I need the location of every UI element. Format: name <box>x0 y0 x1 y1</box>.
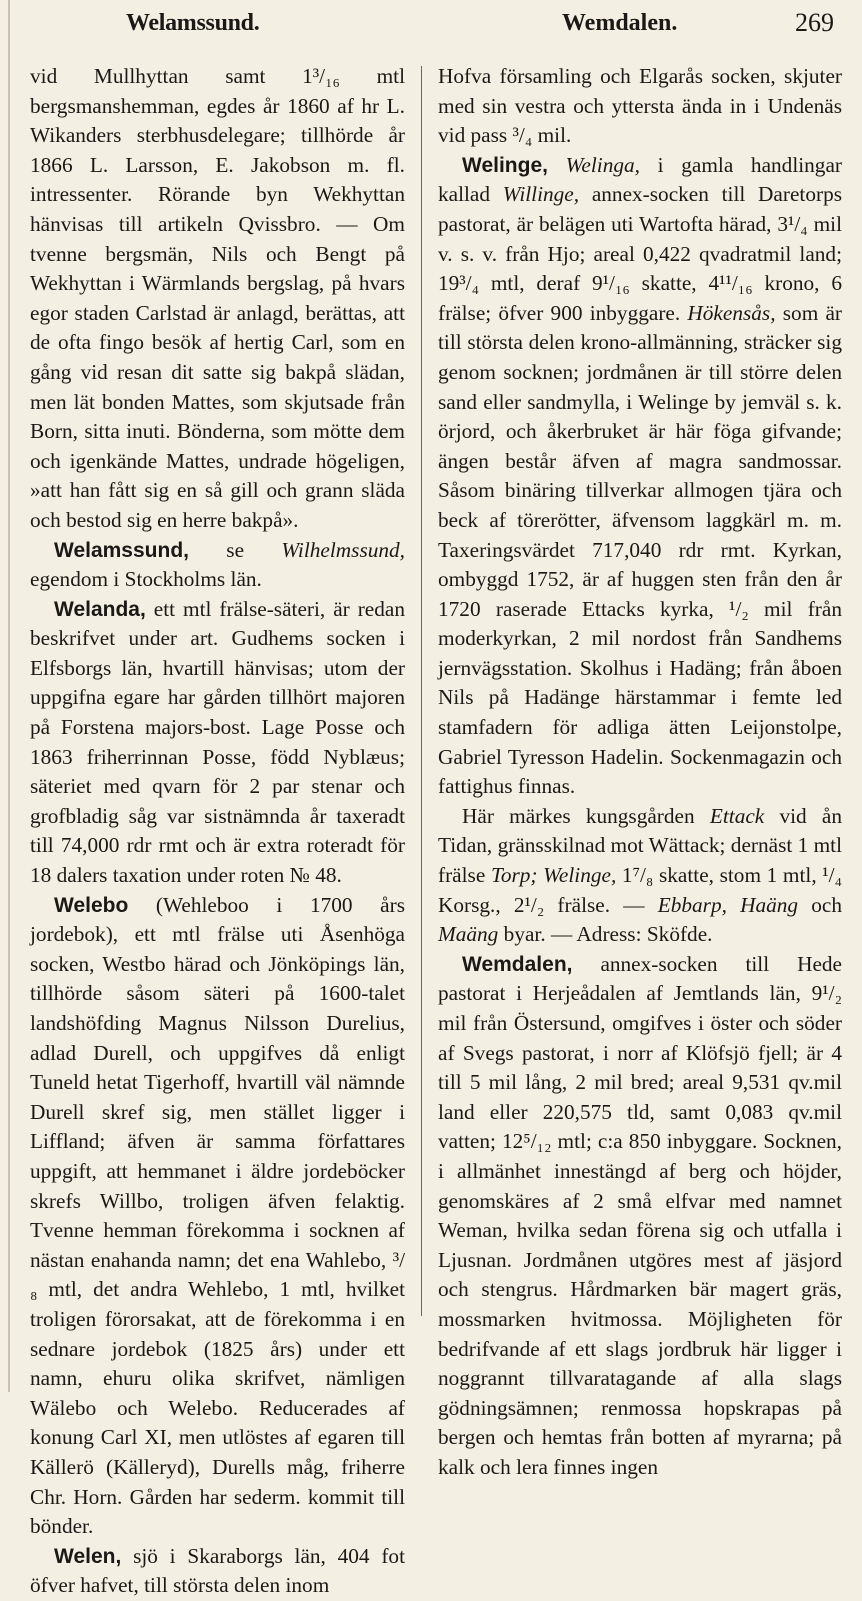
headword: Welinge, <box>462 153 548 177</box>
headword: Wemdalen, <box>462 952 573 976</box>
entry-welen: Welen, sjö i Skaraborgs län, 404 fot öfver hafvet, till största delen inom <box>30 1543 405 1598</box>
continued-paragraph: vid Mullhyttan samt 1³/₁₆ mtl bergsmanshemman, egdes år 1860 af hr L. Wikanders sterbhusdelegare; tillhörde år 1866 L. Larsson, E. Jakobson m. fl. intressenter. Rörande byn Wekhyttan hänvisas till artikeln Qvissbro. — Om tvenne bergsmän, Nils och Bengt på Wekhyttan i Wärmlands bergslag, på hvars egor staden Carlstad är anlagd, berättas, att de ofta fingo besök af hertig Carl, som en gång vid resan dit satte sig bakpå slädan, men lät bonden Mattes, som skjutsade från Born, sitta inuti. Bönderna, som mötte dem och igenkände Mattes, undrade högeligen, »att han fått sig en så gill och grann släda och bestod sig en herre bakpå». <box>30 64 405 532</box>
right-column <box>438 62 842 1483</box>
entry-welanda: Welanda, ett mtl frälse-säteri, är redan beskrifvet under art. Gudhems socken i Elfsborgs län, hvartill hänvisas; utom der uppgifna egare har gården tillhört majoren på Forstena majors-bost. Lage Posse och 1863 friherrinnan Posse, född Nyblæus; säteriet med qvarn för 2 par stenar och grofbladig såg var sistnämnda år taxeradt till 74,000 rdr rmt och är extra roteradt för 18 dalers taxation under roten № 48. <box>30 596 405 888</box>
page-number: 269 <box>795 8 834 37</box>
headword: Welanda, <box>54 597 146 621</box>
running-header <box>30 6 840 40</box>
headword: Welebo <box>54 893 129 917</box>
entry-welebo: Welebo (Wehleboo i 1700 års jordebok), ett mtl frälse uti Åsenhöga socken, Westbo härad och Jönköpings län, tillhörde såsom säteri på 1600-talet landshöfding Magnus Nilsson Durelius, adlad Durell, och uppgifves då enligt Tuneld hetat Tigerhoff, hvartill väl nämnde Durell skref sig, men stället ligger i Liffland; äfven är samma författares uppgift, att hemmanet i äldre jordeböcker skrefs Willbo, troligen äfven felaktig. Tvenne hemman förekomma i socknen af nästan enahanda namn; det ena Wahlebo, ³/₈ mtl, det andra Wehlebo, 1 mtl, hvilket troligen förorsakat, att de förekomma i en sednare jordebok (1825 års) under ett namn, ehuru olika skrifvet, nämligen Wälebo och Welebo. Reducerades af konung Carl XI, men utlöstes af egaren till Källerö (Källeryd), Durells måg, friherre Chr. Horn. Gården har sederm. kommit till bönder. <box>30 892 405 1539</box>
paragraph-ettack: Här märkes kungsgården Ettack vid ån Tidan, gränsskilnad mot Wättack; dernäst 1 mtl frälse Torp; Welinge, 1⁷/₈ skatte, stom 1 mtl, ¹/₄ Korsg., 2¹/₂ frälse. — Ebbarp, Haäng och Maäng byar. — Adress: Sköfde. <box>438 803 843 947</box>
cross-reference: Wilhelmssund, <box>281 537 406 562</box>
left-column <box>30 62 405 1601</box>
entry-welamssund: Welamssund, se Wilhelmssund, egendom i Stockholms län. <box>30 537 406 592</box>
entry-wemdalen: Wemdalen, annex-socken till Hede pastorat i Herjeådalen af Jemtlands län, 9¹/₂ mil från Östersund, omgifves i öster och söder af Svegs pastorat, i norr af Klöfsjö fjell; är 4 till 5 mil lång, 2 mil bred; areal 9,531 qv.mil land eller 220,575 tld, samt 0,083 qv.mil vatten; 12⁵/₁₂ mtl; c:a 850 inbyggare. Socknen, i allmänhet innestängd af berg och höjder, genomskäres af 2 små elfvar med namnet Weman, hvilka sedan förena sig och utfalla i Ljusnan. Jordmånen utgöres mest af jäsjord och stengrus. Hårdmarken bär magert gräs, mossmarken hvitmossa. Möjligheten för bedrifvande af ett slags jordbruk här ligger i noggrannt tillvaratagande af alla slags gödningsämnen; renmossa hopskrapas på bergen och hemtas från botten af myrarna; på kalk och lera finnes ingen <box>438 951 842 1479</box>
column-divider <box>421 66 422 1316</box>
right-running-title: Wemdalen. <box>562 10 678 36</box>
entry-welinge: Welinge, Welinga, i gamla handlingar kallad Willinge, annex-socken till Daretorps pastorat, är belägen uti Wartofta härad, 3¹/₄ mil v. s. v. från Hjo; areal 0,422 qvadratmil land; 19³/₄ mtl, deraf 9¹/₁₆ skatte, 4¹¹/₁₆ krono, 6 frälse; öfver 900 inbyggare. Hökensås, som är till största delen krono-allmänning, sträcker sig genom socknen; jordmånen är till större delen sand eller sandmylla, i Welinge by jemväl s. k. örjord, och åkerbruket är här föga gifvande; ängen består äfven af magra sandmossar. Såsom binäring tillverkar allmogen tjära och beck af törerötter, äfvensom laggkärl m. m. Taxeringsvärdet 717,040 rdr rmt. Kyrkan, ombyggd 1752, är af huggen sten från den år 1720 raserade Ettacks kyrka, ¹/₂ mil från moderkyrkan, 2 mil nordost från Sandhems jernvägsstation. Skolhus i Hadäng; från åboen Nils på Hadänge härstammar i femte led stamfadern för adliga ätten Leijonstolpe, Gabriel Tyresson Hadelin. Sockenmagazin och fattighus finnas. <box>438 152 843 799</box>
left-running-title: Welamssund. <box>126 10 260 36</box>
headword: Welen, <box>54 1544 122 1568</box>
page-edge <box>8 0 10 1392</box>
headword: Welamssund, <box>54 538 189 562</box>
continued-paragraph: Hofva församling och Elgarås socken, skjuter med sin vestra och yttersta ända in i Undenäs vid pass ³/₄ mil. <box>438 64 842 148</box>
